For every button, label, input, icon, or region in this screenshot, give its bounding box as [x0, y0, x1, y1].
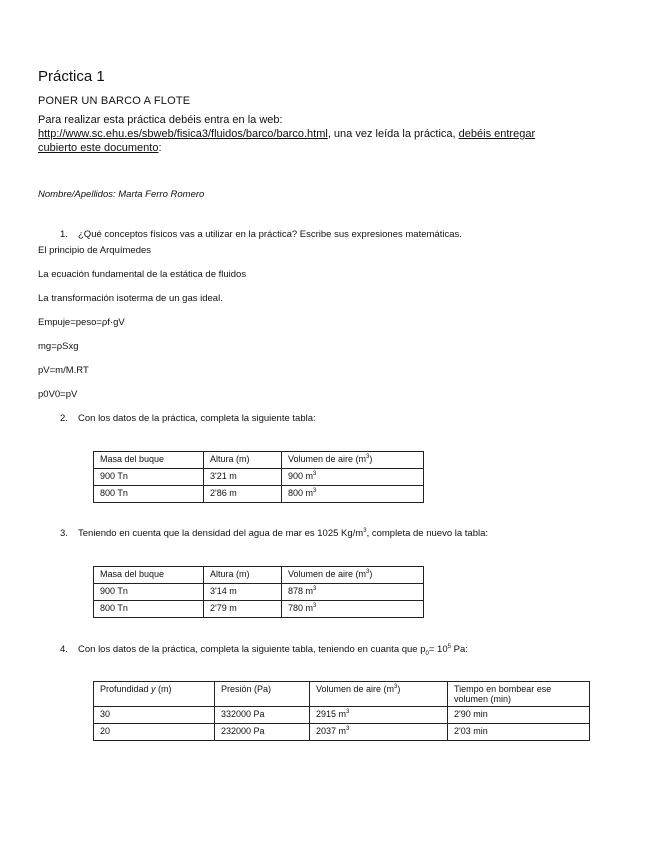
header-cell: Tiempo en bombear ese volumen (min)	[448, 682, 590, 707]
question-1-text: ¿Qué conceptos físicos vas a utilizar en la práctica? Escribe sus expresiones matemáticas.	[78, 229, 462, 240]
answer-line: mg=ρSxg	[38, 341, 79, 352]
header-cell: Altura (m)	[204, 567, 282, 584]
cell-masa: 900 Tn	[94, 469, 204, 486]
table-q3	[93, 566, 424, 618]
table-q2	[93, 451, 424, 503]
intro-text-3: debéis entregar	[458, 128, 536, 140]
cell-tiempo: 2'90 min	[448, 707, 590, 724]
cell-masa: 800 Tn	[94, 486, 204, 503]
header-cell: Masa del buque	[94, 452, 204, 469]
intro-paragraph	[38, 113, 618, 155]
answer-line: pV=m/M.RT	[38, 365, 89, 376]
header-cell: Altura (m)	[204, 452, 282, 469]
answer-line: El principio de Arquímedes	[38, 245, 152, 256]
question-2-text: Con los datos de la práctica, completa la siguiente tabla:	[78, 413, 316, 424]
question-4-number: 4.	[60, 644, 68, 656]
question-2-number: 2.	[60, 413, 68, 424]
question-2	[60, 413, 316, 424]
cell-altura: 2'79 m	[204, 601, 282, 618]
cell-volumen: 2037 $m^3$	[310, 724, 448, 741]
page-subtitle: PONER UN BARCO A FLOTE	[38, 95, 191, 107]
student-name: Nombre/Apellidos: Marta Ferro Romero	[38, 189, 205, 200]
cell-presion: 232000 Pa	[215, 724, 310, 741]
header-cell: Volumen de aire $(m^3)$	[282, 567, 424, 584]
cell-presion: 332000 Pa	[215, 707, 310, 724]
cell-profundidad: 20	[94, 724, 215, 741]
cell-volumen: 900 $m^3$	[282, 469, 424, 486]
cell-masa: 900 Tn	[94, 584, 204, 601]
table-row	[94, 486, 424, 503]
table-row	[94, 724, 590, 741]
question-3-number: 3.	[60, 528, 68, 540]
question-4: 4. Con los datos de la práctica, completa la siguiente tabla, teniendo en cuanta que $p_0= 10^5$ Pa:	[60, 644, 468, 658]
practice-url-link[interactable]: http://www.sc.ehu.es/sbweb/fisica3/fluidos/barco/barco.html	[38, 128, 328, 140]
question-1-number: 1.	[60, 229, 68, 240]
header-cell: Masa del buque	[94, 567, 204, 584]
answer-line: Empuje=peso=ρf·gV	[38, 317, 125, 328]
header-cell: Volumen de aire $(m^3)$	[282, 452, 424, 469]
table-header-row	[94, 452, 424, 469]
intro-text-1: Para realizar esta práctica debéis entra en la web:	[38, 114, 283, 126]
table-header-row	[94, 682, 590, 707]
intro-text-2: , una vez leída la práctica,	[327, 128, 459, 140]
page-title: Práctica 1	[38, 68, 105, 85]
cell-volumen: 780 $m^3$	[282, 601, 424, 618]
cell-volumen: 878 $m^3$	[282, 584, 424, 601]
cell-altura: 3'14 m	[204, 584, 282, 601]
answer-line: p0V0=pV	[38, 389, 78, 400]
cell-altura: 2'86 m	[204, 486, 282, 503]
header-cell: Profundidad y (m)	[94, 682, 215, 707]
question-1	[60, 229, 462, 240]
table-row	[94, 469, 424, 486]
table-row	[94, 584, 424, 601]
cell-tiempo: 2'03 min	[448, 724, 590, 741]
table-q4	[93, 681, 590, 741]
answer-line: La ecuación fundamental de la estática de fluidos	[38, 269, 247, 280]
cell-masa: 800 Tn	[94, 601, 204, 618]
header-cell: Presión (Pa)	[215, 682, 310, 707]
answer-line: La transformación isoterma de un gas ideal.	[38, 293, 223, 304]
table-row	[94, 601, 424, 618]
cell-profundidad: 30	[94, 707, 215, 724]
cell-volumen: 2915 $m^3$	[310, 707, 448, 724]
cell-altura: 3'21 m	[204, 469, 282, 486]
cell-volumen: 800 $m^3$	[282, 486, 424, 503]
question-3: 3. Teniendo en cuenta que la densidad del agua de mar es 1025 $Kg/m^3$, completa de nuevo la tabla:	[60, 528, 489, 540]
table-header-row	[94, 567, 424, 584]
table-row	[94, 707, 590, 724]
intro-text-4: cubierto este documento	[38, 142, 159, 154]
header-cell: Volumen de aire $(m^3)$	[310, 682, 448, 707]
intro-text-5: :	[158, 142, 162, 154]
